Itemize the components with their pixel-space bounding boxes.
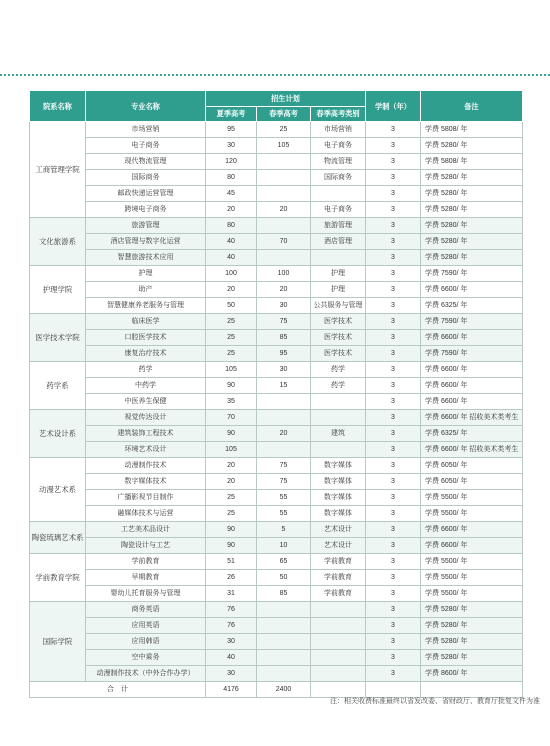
- major-cell: 口腔医学技术: [86, 330, 206, 346]
- spring-count-cell: 55: [257, 506, 311, 522]
- remark-cell: 学费 5500/ 年: [421, 570, 523, 586]
- major-cell: 学前教育: [86, 554, 206, 570]
- major-cell: 数字媒体技术: [86, 474, 206, 490]
- years-cell: 3: [366, 410, 421, 426]
- years-cell: 3: [366, 554, 421, 570]
- spring-count-cell: 55: [257, 490, 311, 506]
- spring-count-cell: 5: [257, 522, 311, 538]
- spring-category-cell: [311, 410, 366, 426]
- table-row: [30, 298, 523, 314]
- spring-category-cell: 公共服务与管理: [311, 298, 366, 314]
- years-cell: 3: [366, 506, 421, 522]
- remark-cell: 学费 5500/ 年: [421, 506, 523, 522]
- summer-count-cell: 76: [206, 602, 257, 618]
- remark-cell: 学费 5280/ 年: [421, 250, 523, 266]
- major-cell: 广播影视节目制作: [86, 490, 206, 506]
- major-cell: 中药学: [86, 378, 206, 394]
- table-row: [30, 314, 523, 330]
- summer-count-cell: 95: [206, 122, 257, 138]
- table-row: [30, 474, 523, 490]
- remark-cell: 学费 6600/ 年: [421, 394, 523, 410]
- table-row: [30, 602, 523, 618]
- years-cell: 3: [366, 538, 421, 554]
- spring-category-cell: 艺术设计: [311, 538, 366, 554]
- spring-count-cell: 25: [257, 122, 311, 138]
- major-cell: 跨境电子商务: [86, 202, 206, 218]
- spring-category-cell: [311, 634, 366, 650]
- spring-count-cell: 100: [257, 266, 311, 282]
- major-cell: 空中乘务: [86, 650, 206, 666]
- spring-category-cell: 市场营销: [311, 122, 366, 138]
- years-cell: 3: [366, 490, 421, 506]
- spring-category-cell: 数字媒体: [311, 490, 366, 506]
- table-row: [30, 362, 523, 378]
- major-cell: 融媒体技术与运营: [86, 506, 206, 522]
- remark-cell: 学费 5808/ 年: [421, 122, 523, 138]
- table-row: [30, 234, 523, 250]
- spring-category-cell: 国际商务: [311, 170, 366, 186]
- summer-count-cell: 105: [206, 442, 257, 458]
- spring-count-cell: [257, 154, 311, 170]
- years-cell: 3: [366, 138, 421, 154]
- college-cell: 药学系: [30, 362, 86, 410]
- spring-count-cell: [257, 394, 311, 410]
- enrollment-plan-table: [29, 90, 523, 698]
- summer-count-cell: 25: [206, 346, 257, 362]
- years-cell: 3: [366, 474, 421, 490]
- summer-count-cell: 120: [206, 154, 257, 170]
- years-cell: 3: [366, 154, 421, 170]
- spring-category-cell: [311, 442, 366, 458]
- table-row: [30, 154, 523, 170]
- remark-cell: 学费 5500/ 年: [421, 586, 523, 602]
- spring-category-cell: 药学: [311, 362, 366, 378]
- spring-count-cell: [257, 218, 311, 234]
- years-cell: 3: [366, 250, 421, 266]
- remark-cell: 学费 6600/ 年 招收美术类考生: [421, 410, 523, 426]
- summer-count-cell: 105: [206, 362, 257, 378]
- spring-count-cell: 15: [257, 378, 311, 394]
- spring-category-cell: 旅游管理: [311, 218, 366, 234]
- years-cell: 3: [366, 522, 421, 538]
- spring-count-cell: [257, 250, 311, 266]
- years-cell: 3: [366, 378, 421, 394]
- spring-count-cell: [257, 602, 311, 618]
- dotted-divider: [0, 74, 550, 76]
- major-cell: 电子商务: [86, 138, 206, 154]
- years-cell: 3: [366, 186, 421, 202]
- major-cell: 酒店管理与数字化运营: [86, 234, 206, 250]
- remark-cell: 学费 6600/ 年: [421, 282, 523, 298]
- table-row: [30, 650, 523, 666]
- footnote: 注：相关收费标准最终以省发改委、省财政厅、教育厅批复文件为准: [330, 698, 540, 705]
- table-row: [30, 202, 523, 218]
- spring-count-cell: 75: [257, 474, 311, 490]
- summer-count-cell: 26: [206, 570, 257, 586]
- summer-count-cell: 25: [206, 330, 257, 346]
- remark-cell: 学费 6600/ 年 招收美术类考生: [421, 442, 523, 458]
- college-cell: 学前教育学院: [30, 554, 86, 602]
- major-cell: 市场营销: [86, 122, 206, 138]
- table-row: [30, 330, 523, 346]
- header-summer: 夏季高考: [206, 106, 257, 122]
- spring-count-cell: 20: [257, 426, 311, 442]
- spring-category-cell: [311, 602, 366, 618]
- spring-category-cell: [311, 394, 366, 410]
- summer-count-cell: 50: [206, 298, 257, 314]
- remark-cell: 学费 5280/ 年: [421, 218, 523, 234]
- spring-count-cell: [257, 442, 311, 458]
- spring-count-cell: 30: [257, 362, 311, 378]
- spring-count-cell: 85: [257, 330, 311, 346]
- remark-cell: 学费 6600/ 年: [421, 522, 523, 538]
- summer-count-cell: 31: [206, 586, 257, 602]
- summer-count-cell: 35: [206, 394, 257, 410]
- spring-category-cell: 建筑: [311, 426, 366, 442]
- major-cell: 国际商务: [86, 170, 206, 186]
- major-cell: 智慧旅游技术应用: [86, 250, 206, 266]
- summer-count-cell: 30: [206, 138, 257, 154]
- remark-cell: 学费 7590/ 年: [421, 346, 523, 362]
- spring-count-cell: [257, 650, 311, 666]
- spring-category-cell: 护理: [311, 266, 366, 282]
- table-row: [30, 570, 523, 586]
- spring-category-cell: 数字媒体: [311, 506, 366, 522]
- remark-cell: 学费 5280/ 年: [421, 618, 523, 634]
- summer-count-cell: 20: [206, 282, 257, 298]
- years-cell: 3: [366, 570, 421, 586]
- years-cell: 3: [366, 602, 421, 618]
- spring-category-cell: 药学: [311, 378, 366, 394]
- major-cell: 应用英语: [86, 618, 206, 634]
- spring-count-cell: [257, 634, 311, 650]
- years-cell: 3: [366, 650, 421, 666]
- spring-category-cell: 护理: [311, 282, 366, 298]
- remark-cell: 学费 5280/ 年: [421, 186, 523, 202]
- table-row: [30, 522, 523, 538]
- spring-count-cell: 75: [257, 458, 311, 474]
- summer-count-cell: 70: [206, 410, 257, 426]
- spring-category-cell: 医学技术: [311, 314, 366, 330]
- major-cell: 动漫制作技术: [86, 458, 206, 474]
- summer-count-cell: 80: [206, 218, 257, 234]
- remark-cell: 学费 5280/ 年: [421, 202, 523, 218]
- spring-category-cell: [311, 650, 366, 666]
- years-cell: 3: [366, 234, 421, 250]
- spring-category-cell: [311, 666, 366, 682]
- spring-count-cell: 10: [257, 538, 311, 554]
- spring-category-cell: 学前教育: [311, 570, 366, 586]
- college-cell: 艺术设计系: [30, 410, 86, 458]
- years-cell: 3: [366, 442, 421, 458]
- table-row: [30, 410, 523, 426]
- table-row: [30, 138, 523, 154]
- spring-category-cell: 数字媒体: [311, 458, 366, 474]
- spring-count-cell: 70: [257, 234, 311, 250]
- summer-count-cell: 20: [206, 474, 257, 490]
- spring-count-cell: 20: [257, 282, 311, 298]
- remark-cell: 学费 5280/ 年: [421, 138, 523, 154]
- major-cell: 商务英语: [86, 602, 206, 618]
- summer-count-cell: 90: [206, 378, 257, 394]
- years-cell: 3: [366, 394, 421, 410]
- spring-category-cell: 数字媒体: [311, 474, 366, 490]
- years-cell: 3: [366, 362, 421, 378]
- years-cell: 3: [366, 282, 421, 298]
- spring-category-cell: 医学技术: [311, 346, 366, 362]
- table-row: [30, 442, 523, 458]
- header-major: 专业名称: [86, 91, 206, 122]
- years-cell: 3: [366, 330, 421, 346]
- remark-cell: 学费 6600/ 年: [421, 538, 523, 554]
- summer-count-cell: 25: [206, 490, 257, 506]
- table-row: [30, 378, 523, 394]
- years-cell: 3: [366, 314, 421, 330]
- spring-category-cell: 学前教育: [311, 586, 366, 602]
- major-cell: 陶瓷设计与工艺: [86, 538, 206, 554]
- major-cell: 动漫制作技术（中外合作办学）: [86, 666, 206, 682]
- spring-count-cell: 30: [257, 298, 311, 314]
- years-cell: 3: [366, 618, 421, 634]
- remark-cell: 学费 7590/ 年: [421, 314, 523, 330]
- years-cell: 3: [366, 218, 421, 234]
- spring-count-cell: [257, 666, 311, 682]
- major-cell: 视觉传达设计: [86, 410, 206, 426]
- table-row: [30, 490, 523, 506]
- remark-cell: 学费 6050/ 年: [421, 458, 523, 474]
- remark-cell: 学费 5500/ 年: [421, 490, 523, 506]
- major-cell: 助产: [86, 282, 206, 298]
- summer-count-cell: 20: [206, 458, 257, 474]
- spring-count-cell: 20: [257, 202, 311, 218]
- college-cell: 文化旅游系: [30, 218, 86, 266]
- table-row: [30, 666, 523, 682]
- total-spring: 2400: [257, 682, 311, 698]
- years-cell: 3: [366, 458, 421, 474]
- major-cell: 康复治疗技术: [86, 346, 206, 362]
- remark-cell: 学费 6600/ 年: [421, 362, 523, 378]
- summer-count-cell: 25: [206, 314, 257, 330]
- spring-category-cell: [311, 618, 366, 634]
- spring-count-cell: [257, 618, 311, 634]
- major-cell: 智慧健康养老服务与管理: [86, 298, 206, 314]
- major-cell: 护理: [86, 266, 206, 282]
- major-cell: 邮政快递运营管理: [86, 186, 206, 202]
- header-years: 学制（年）: [366, 91, 421, 122]
- spring-category-cell: [311, 186, 366, 202]
- spring-count-cell: 75: [257, 314, 311, 330]
- spring-count-cell: [257, 170, 311, 186]
- spring-category-cell: 电子商务: [311, 138, 366, 154]
- summer-count-cell: 76: [206, 618, 257, 634]
- table-header: [30, 91, 523, 122]
- spring-count-cell: [257, 410, 311, 426]
- years-cell: 3: [366, 266, 421, 282]
- college-cell: 护理学院: [30, 266, 86, 314]
- spring-count-cell: 50: [257, 570, 311, 586]
- summer-count-cell: 30: [206, 634, 257, 650]
- table-row: [30, 122, 523, 138]
- major-cell: 早期教育: [86, 570, 206, 586]
- total-label: 合 计: [30, 682, 206, 698]
- table-row: [30, 186, 523, 202]
- college-cell: 国际学院: [30, 602, 86, 682]
- remark-cell: 学费 5280/ 年: [421, 170, 523, 186]
- summer-count-cell: 90: [206, 426, 257, 442]
- summer-count-cell: 40: [206, 650, 257, 666]
- spring-category-cell: [311, 250, 366, 266]
- major-cell: 临床医学: [86, 314, 206, 330]
- major-cell: 婴幼儿托育服务与管理: [86, 586, 206, 602]
- remark-cell: 学费 5280/ 年: [421, 234, 523, 250]
- years-cell: 3: [366, 122, 421, 138]
- years-cell: 3: [366, 586, 421, 602]
- years-cell: 3: [366, 170, 421, 186]
- years-cell: 3: [366, 202, 421, 218]
- remark-cell: 学费 6325/ 年: [421, 426, 523, 442]
- spring-count-cell: 105: [257, 138, 311, 154]
- years-cell: 3: [366, 634, 421, 650]
- remark-cell: 学费 6050/ 年: [421, 474, 523, 490]
- header-spring-category: 春季高考类别: [311, 106, 366, 122]
- spring-category-cell: 学前教育: [311, 554, 366, 570]
- summer-count-cell: 51: [206, 554, 257, 570]
- summer-count-cell: 40: [206, 250, 257, 266]
- header-remark: 备注: [421, 91, 523, 122]
- table-row: [30, 426, 523, 442]
- summer-count-cell: 100: [206, 266, 257, 282]
- remark-cell: 学费 8600/ 年: [421, 666, 523, 682]
- spring-count-cell: 65: [257, 554, 311, 570]
- major-cell: 工艺美术品设计: [86, 522, 206, 538]
- table-row: [30, 538, 523, 554]
- summer-count-cell: 90: [206, 538, 257, 554]
- table-row: [30, 346, 523, 362]
- remark-cell: 学费 5280/ 年: [421, 602, 523, 618]
- summer-count-cell: 45: [206, 186, 257, 202]
- summer-count-cell: 30: [206, 666, 257, 682]
- spring-count-cell: 95: [257, 346, 311, 362]
- summer-count-cell: 40: [206, 234, 257, 250]
- remark-cell: 学费 5280/ 年: [421, 634, 523, 650]
- summer-count-cell: 20: [206, 202, 257, 218]
- table-row: [30, 634, 523, 650]
- table-row: [30, 282, 523, 298]
- major-cell: 药学: [86, 362, 206, 378]
- remark-cell: 学费 6600/ 年: [421, 330, 523, 346]
- college-cell: 工商管理学院: [30, 122, 86, 218]
- table-row: [30, 394, 523, 410]
- header-plan: 招生计划: [206, 91, 366, 107]
- table-row: [30, 506, 523, 522]
- spring-count-cell: [257, 186, 311, 202]
- table-row: [30, 586, 523, 602]
- major-cell: 环境艺术设计: [86, 442, 206, 458]
- table-row: [30, 266, 523, 282]
- summer-count-cell: 80: [206, 170, 257, 186]
- table-row: [30, 554, 523, 570]
- remark-cell: 学费 5808/ 年: [421, 154, 523, 170]
- spring-category-cell: 医学技术: [311, 330, 366, 346]
- table-row: [30, 218, 523, 234]
- major-cell: 建筑装饰工程技术: [86, 426, 206, 442]
- major-cell: 现代物流管理: [86, 154, 206, 170]
- spring-category-cell: 电子商务: [311, 202, 366, 218]
- header-college: 院系名称: [30, 91, 86, 122]
- spring-category-cell: 酒店管理: [311, 234, 366, 250]
- major-cell: 应用韩语: [86, 634, 206, 650]
- remark-cell: 学费 7590/ 年: [421, 266, 523, 282]
- table-row: [30, 170, 523, 186]
- years-cell: 3: [366, 346, 421, 362]
- major-cell: 旅游管理: [86, 218, 206, 234]
- years-cell: 3: [366, 426, 421, 442]
- remark-cell: 学费 6600/ 年: [421, 378, 523, 394]
- remark-cell: 学费 5500/ 年: [421, 554, 523, 570]
- table-row: [30, 618, 523, 634]
- table-row: [30, 250, 523, 266]
- major-cell: 中医养生保健: [86, 394, 206, 410]
- summer-count-cell: 25: [206, 506, 257, 522]
- header-spring: 春季高考: [257, 106, 311, 122]
- years-cell: 3: [366, 298, 421, 314]
- college-cell: 动漫艺术系: [30, 458, 86, 522]
- remark-cell: 学费 5280/ 年: [421, 650, 523, 666]
- spring-category-cell: 物流管理: [311, 154, 366, 170]
- college-cell: 陶瓷琉璃艺术系: [30, 522, 86, 554]
- college-cell: 医学技术学院: [30, 314, 86, 362]
- total-summer: 4176: [206, 682, 257, 698]
- spring-count-cell: 85: [257, 586, 311, 602]
- remark-cell: 学费 6325/ 年: [421, 298, 523, 314]
- table-body: [30, 122, 523, 698]
- summer-count-cell: 90: [206, 522, 257, 538]
- years-cell: 3: [366, 666, 421, 682]
- spring-category-cell: 艺术设计: [311, 522, 366, 538]
- table-row: [30, 458, 523, 474]
